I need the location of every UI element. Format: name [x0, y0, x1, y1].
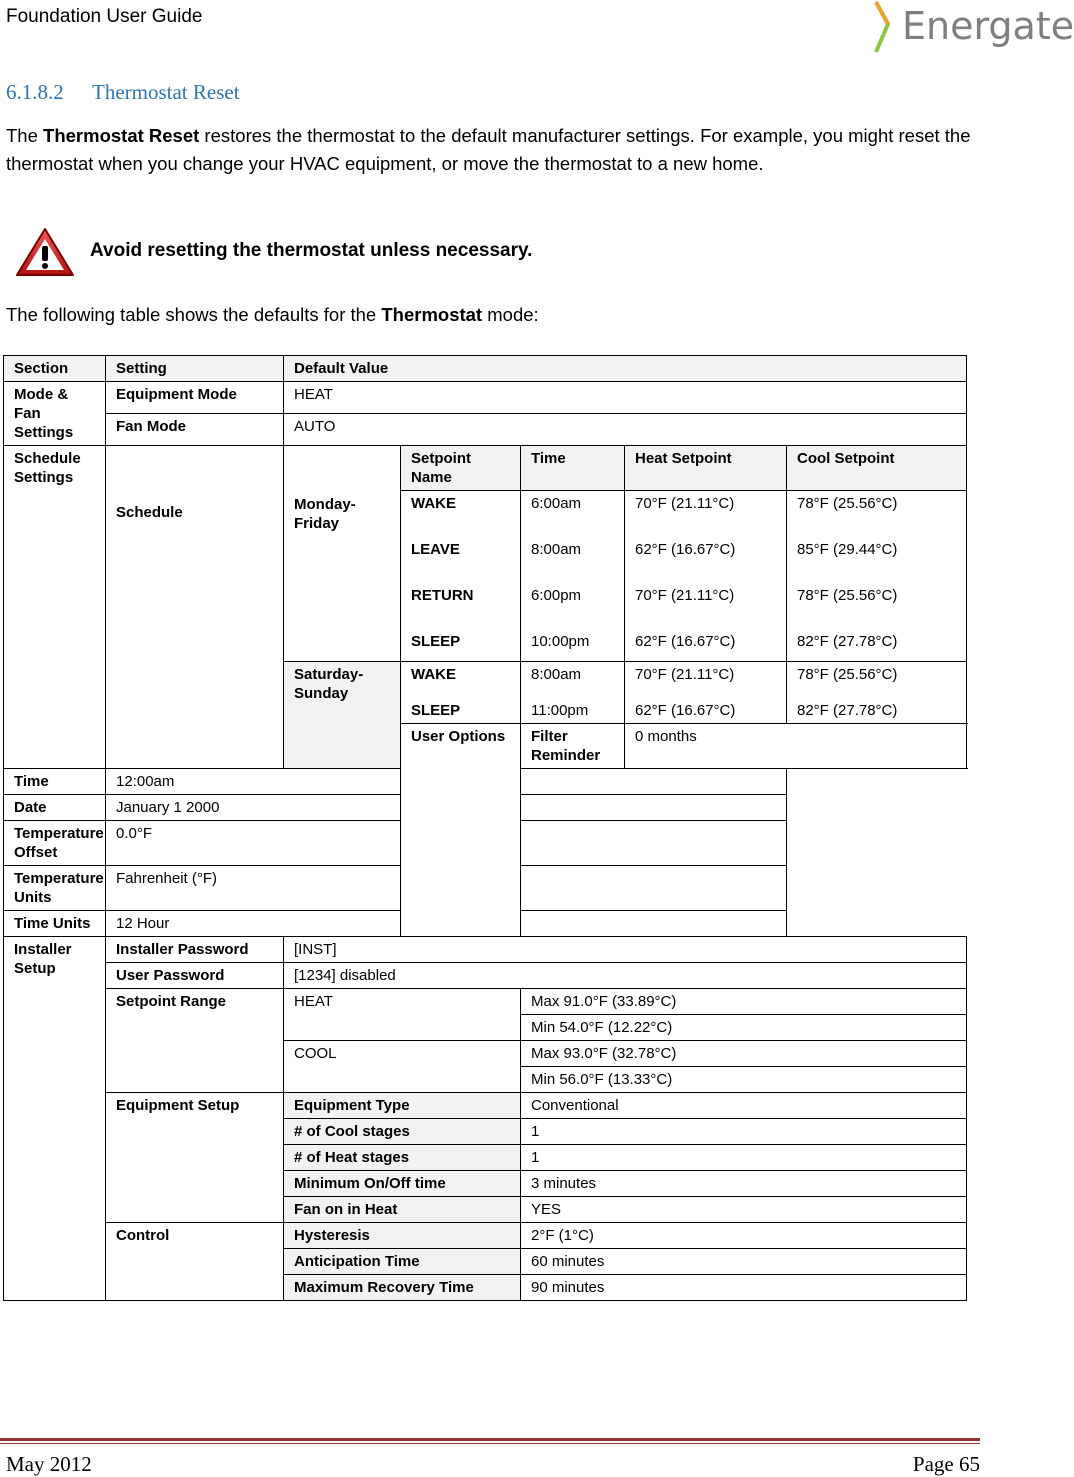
- equipment-item: # of Cool stages: [284, 1119, 521, 1145]
- setting-value: Fahrenheit (°F): [106, 866, 787, 911]
- setting-value: [1234] disabled: [284, 963, 967, 989]
- equipment-item: Equipment Type: [284, 1093, 521, 1119]
- weekend-cool: [787, 662, 967, 724]
- setting-value: January 1 2000: [106, 795, 787, 821]
- control-item: Maximum Recovery Time: [284, 1275, 521, 1301]
- cool-setpoint: 85°F (29.44°C): [797, 541, 898, 558]
- section-number: 6.1.8.2: [6, 80, 64, 104]
- table-row: [4, 963, 967, 989]
- weekend-heat: [625, 662, 787, 724]
- control-item: Anticipation Time: [284, 1249, 521, 1275]
- setpoint-name: LEAVE: [411, 541, 460, 558]
- section-mode-fan: Mode & Fan Settings: [4, 382, 106, 446]
- heat-setpoint: 62°F (16.67°C): [635, 633, 736, 650]
- heat-setpoint: 62°F (16.67°C): [635, 541, 736, 558]
- warning-icon: [14, 226, 76, 278]
- range-cool-min: Min 56.0°F (13.33°C): [521, 1067, 967, 1093]
- subheader-time: Time: [521, 446, 625, 491]
- weekend-times: [521, 662, 625, 724]
- table-row: [4, 795, 967, 821]
- footer-rule: [0, 1438, 980, 1441]
- setpoint-time: 10:00pm: [531, 633, 590, 650]
- equipment-value: 3 minutes: [521, 1171, 967, 1197]
- energate-logo: [868, 0, 1074, 56]
- control-value: 90 minutes: [521, 1275, 967, 1301]
- equipment-item: # of Heat stages: [284, 1145, 521, 1171]
- section-schedule: Schedule Settings: [4, 446, 106, 769]
- weekday-heat: [625, 491, 787, 662]
- cool-setpoint: 78°F (25.56°C): [797, 666, 898, 683]
- setting-label: Temperature Units: [4, 866, 106, 911]
- range-heat-label: HEAT: [284, 989, 521, 1041]
- footer-page-number: Page 65: [912, 1452, 980, 1476]
- weekday-label-text: Monday-Friday: [294, 496, 356, 532]
- table-row: [4, 866, 967, 911]
- setting-label: Filter Reminder: [521, 724, 625, 769]
- schedule-weekday-label: [284, 446, 401, 662]
- schedule-weekend-label: Saturday-Sunday: [284, 662, 401, 769]
- equipment-value: 1: [521, 1119, 967, 1145]
- footer-date: May 2012: [6, 1452, 92, 1476]
- setting-label: Installer Password: [106, 937, 284, 963]
- setpoint-name: SLEEP: [411, 633, 461, 650]
- setting-label: Equipment Mode: [106, 382, 284, 414]
- cool-setpoint: 82°F (27.78°C): [797, 633, 898, 650]
- setting-schedule: [106, 446, 284, 769]
- setting-label: Date: [4, 795, 106, 821]
- subheader-cool-setpoint: Cool Setpoint: [787, 446, 967, 491]
- heat-setpoint: 70°F (21.11°C): [635, 666, 735, 683]
- intro-text-pre: The: [6, 125, 44, 146]
- section-title: Thermostat Reset: [92, 80, 240, 104]
- equipment-value: Conventional: [521, 1093, 967, 1119]
- table-header-row: [4, 356, 967, 382]
- setting-value: 0 months: [625, 724, 967, 769]
- equipment-value: YES: [521, 1197, 967, 1223]
- intro-text-bold: Thermostat Reset: [43, 125, 200, 146]
- range-heat-max: Max 91.0°F (33.89°C): [521, 989, 967, 1015]
- setting-label: Time Units: [4, 911, 106, 937]
- setpoint-name: SLEEP: [411, 702, 461, 719]
- equipment-item: Fan on in Heat: [284, 1197, 521, 1223]
- schedule-label: Schedule: [116, 503, 183, 521]
- section-heading: [6, 80, 240, 105]
- cool-setpoint: 82°F (27.78°C): [797, 702, 898, 719]
- intro-text-post: restores the thermostat to the default manufacturer settings. For example, you might reset the thermostat when you change your HVAC equipment, or move the thermostat to a new home.: [6, 125, 971, 174]
- table-row: [4, 382, 967, 414]
- intro-paragraph: [6, 122, 986, 178]
- setpoint-time: 6:00pm: [531, 587, 582, 604]
- logo-wordmark: Energate: [902, 4, 1074, 48]
- range-cool-label: COOL: [284, 1041, 521, 1093]
- setting-value: 0.0°F: [106, 821, 787, 866]
- header-section: Section: [4, 356, 106, 382]
- table-intro-bold: Thermostat: [381, 304, 483, 325]
- document-header-title: Foundation User Guide: [6, 6, 203, 27]
- table-row: [4, 414, 967, 446]
- setpoint-name: WAKE: [411, 666, 456, 683]
- weekday-names: [401, 491, 521, 662]
- setpoint-name: WAKE: [411, 495, 456, 512]
- header-default-value: Default Value: [284, 356, 967, 382]
- section-installer-setup: Installer Setup: [4, 937, 106, 1301]
- setting-value: [INST]: [284, 937, 967, 963]
- setting-label: User Password: [106, 963, 284, 989]
- setting-label: Control: [106, 1223, 284, 1301]
- chevron-icon: [870, 0, 900, 56]
- setting-label: Temperature Offset: [4, 821, 106, 866]
- heat-setpoint: 70°F (21.11°C): [635, 587, 735, 604]
- defaults-table: [3, 355, 967, 1301]
- range-cool-max: Max 93.0°F (32.78°C): [521, 1041, 967, 1067]
- table-intro-post: mode:: [482, 304, 539, 325]
- header-setting: Setting: [106, 356, 284, 382]
- setting-value: AUTO: [284, 414, 967, 446]
- table-intro-pre: The following table shows the defaults for the: [6, 304, 382, 325]
- setting-label: Fan Mode: [106, 414, 284, 446]
- setting-value: 12:00am: [106, 769, 787, 795]
- setpoint-name: RETURN: [411, 587, 474, 604]
- table-row: [4, 821, 967, 866]
- control-value: 2°F (1°C): [521, 1223, 967, 1249]
- setpoint-time: 6:00am: [531, 495, 582, 512]
- setpoint-time: 8:00am: [531, 541, 582, 558]
- range-heat-min: Min 54.0°F (12.22°C): [521, 1015, 967, 1041]
- table-intro: [6, 304, 539, 326]
- table-row: [4, 989, 967, 1015]
- table-row: [4, 937, 967, 963]
- warning-text: Avoid resetting the thermostat unless necessary.: [90, 240, 533, 261]
- weekend-names: [401, 662, 521, 724]
- schedule-header-row: [4, 446, 967, 491]
- subheader-setpoint-name: Setpoint Name: [401, 446, 521, 491]
- table-row: [4, 769, 967, 795]
- equipment-item: Minimum On/Off time: [284, 1171, 521, 1197]
- setting-label: Setpoint Range: [106, 989, 284, 1093]
- footer-rule-thin: [0, 1443, 980, 1444]
- control-value: 60 minutes: [521, 1249, 967, 1275]
- setting-value: 12 Hour: [106, 911, 787, 937]
- setpoint-time: 11:00pm: [531, 702, 589, 719]
- setting-value: HEAT: [284, 382, 967, 414]
- cool-setpoint: 78°F (25.56°C): [797, 587, 898, 604]
- heat-setpoint: 62°F (16.67°C): [635, 702, 736, 719]
- equipment-value: 1: [521, 1145, 967, 1171]
- table-row: [4, 911, 967, 937]
- table-row: [4, 1093, 967, 1119]
- subheader-heat-setpoint: Heat Setpoint: [625, 446, 787, 491]
- control-item: Hysteresis: [284, 1223, 521, 1249]
- setpoint-time: 8:00am: [531, 666, 582, 683]
- setting-label: Equipment Setup: [106, 1093, 284, 1223]
- heat-setpoint: 70°F (21.11°C): [635, 495, 735, 512]
- cool-setpoint: 78°F (25.56°C): [797, 495, 898, 512]
- weekday-times: [521, 491, 625, 662]
- weekday-cool: [787, 491, 967, 662]
- table-row: [4, 1223, 967, 1249]
- section-user-options: User Options: [401, 724, 521, 937]
- setting-label: Time: [4, 769, 106, 795]
